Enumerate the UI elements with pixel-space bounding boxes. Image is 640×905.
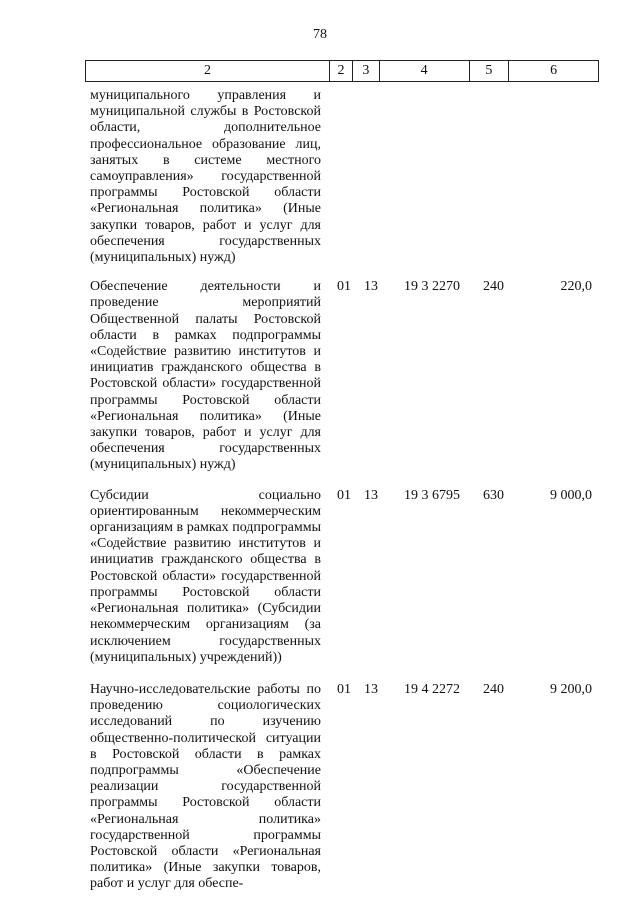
row-description: муниципального управления и муниципальной службы в Ростовской области, дополнительное профессиональное образование лиц, занятых в системе местного самоуправления» государственной программы Ростовской области «Региональная политика» (Иные закупки товаров, работ и услуг для обеспечения государственных (муниципальных) нужд): [90, 88, 321, 266]
table-header-row: [85, 60, 599, 82]
row-expense-type: 240: [483, 279, 504, 295]
row-subsection: 13: [364, 681, 378, 697]
row-expense-type: 630: [483, 487, 504, 503]
row-section: [330, 88, 353, 266]
row-subsection: 13: [364, 487, 378, 503]
row-amount: 9 000,0: [550, 487, 592, 503]
row-description: Субсидии социально ориентированным некоммерческим организациям в рамках подпрограммы «Содействие развитию институтов и инициатив гражданского общества в Ростовской области» государственной программы Ростовской области «Региональная политика» (Субсидии некоммерческим организациям (за исключением государственных (муниципальных) учреждений)): [90, 487, 321, 665]
header-col-target-article: 4: [380, 61, 470, 81]
row-target-article: [380, 88, 470, 266]
header-col-subsection: 3: [353, 61, 380, 81]
header-col-description: 2: [86, 61, 330, 81]
header-col-section: 2: [330, 61, 353, 81]
row-amount: [510, 88, 599, 266]
header-col-amount: 6: [550, 63, 558, 78]
row-target-article: 19 4 2272: [404, 681, 460, 697]
row-amount: 9 200,0: [550, 681, 592, 697]
row-expense-type: [470, 88, 510, 266]
header-col-expense-type: 5: [470, 61, 510, 81]
table-row: [85, 682, 599, 893]
row-description: Обеспечение деятельности и проведение мероприятий Общественной палаты Ростовской области в рамках подпрограммы «Содействие развитию институтов и инициатив гражданского общества в Ростовской области» государственной программы Ростовской области «Региональная политика» (Иные закупки товаров, работ и услуг для обеспечения государственных (муниципальных) нужд): [90, 279, 321, 473]
row-section: 01: [337, 681, 351, 697]
row-subsection: [353, 88, 380, 266]
page-number: 78: [313, 27, 327, 42]
row-subsection: 13: [364, 279, 378, 295]
table-row: [85, 488, 599, 666]
table-row: [85, 88, 599, 266]
row-amount: 220,0: [560, 279, 592, 295]
row-expense-type: 240: [483, 681, 504, 697]
row-section: 01: [337, 279, 351, 295]
row-target-article: 19 3 2270: [404, 279, 460, 295]
budget-table: [85, 60, 599, 893]
table-row: [85, 279, 599, 473]
row-section: 01: [337, 487, 351, 503]
row-target-article: 19 3 6795: [404, 487, 460, 503]
row-description: Научно-исследовательские работы по проведению социологических исследований по изучению общественно-политической ситуации в Ростовской области в рамках подпрограммы «Обеспечение реализации государственной программы Ростовской области «Региональная политика» государственной программы Ростовской области «Региональная политика» (Иные закупки товаров, работ и услуг для обеспе-: [90, 681, 321, 892]
